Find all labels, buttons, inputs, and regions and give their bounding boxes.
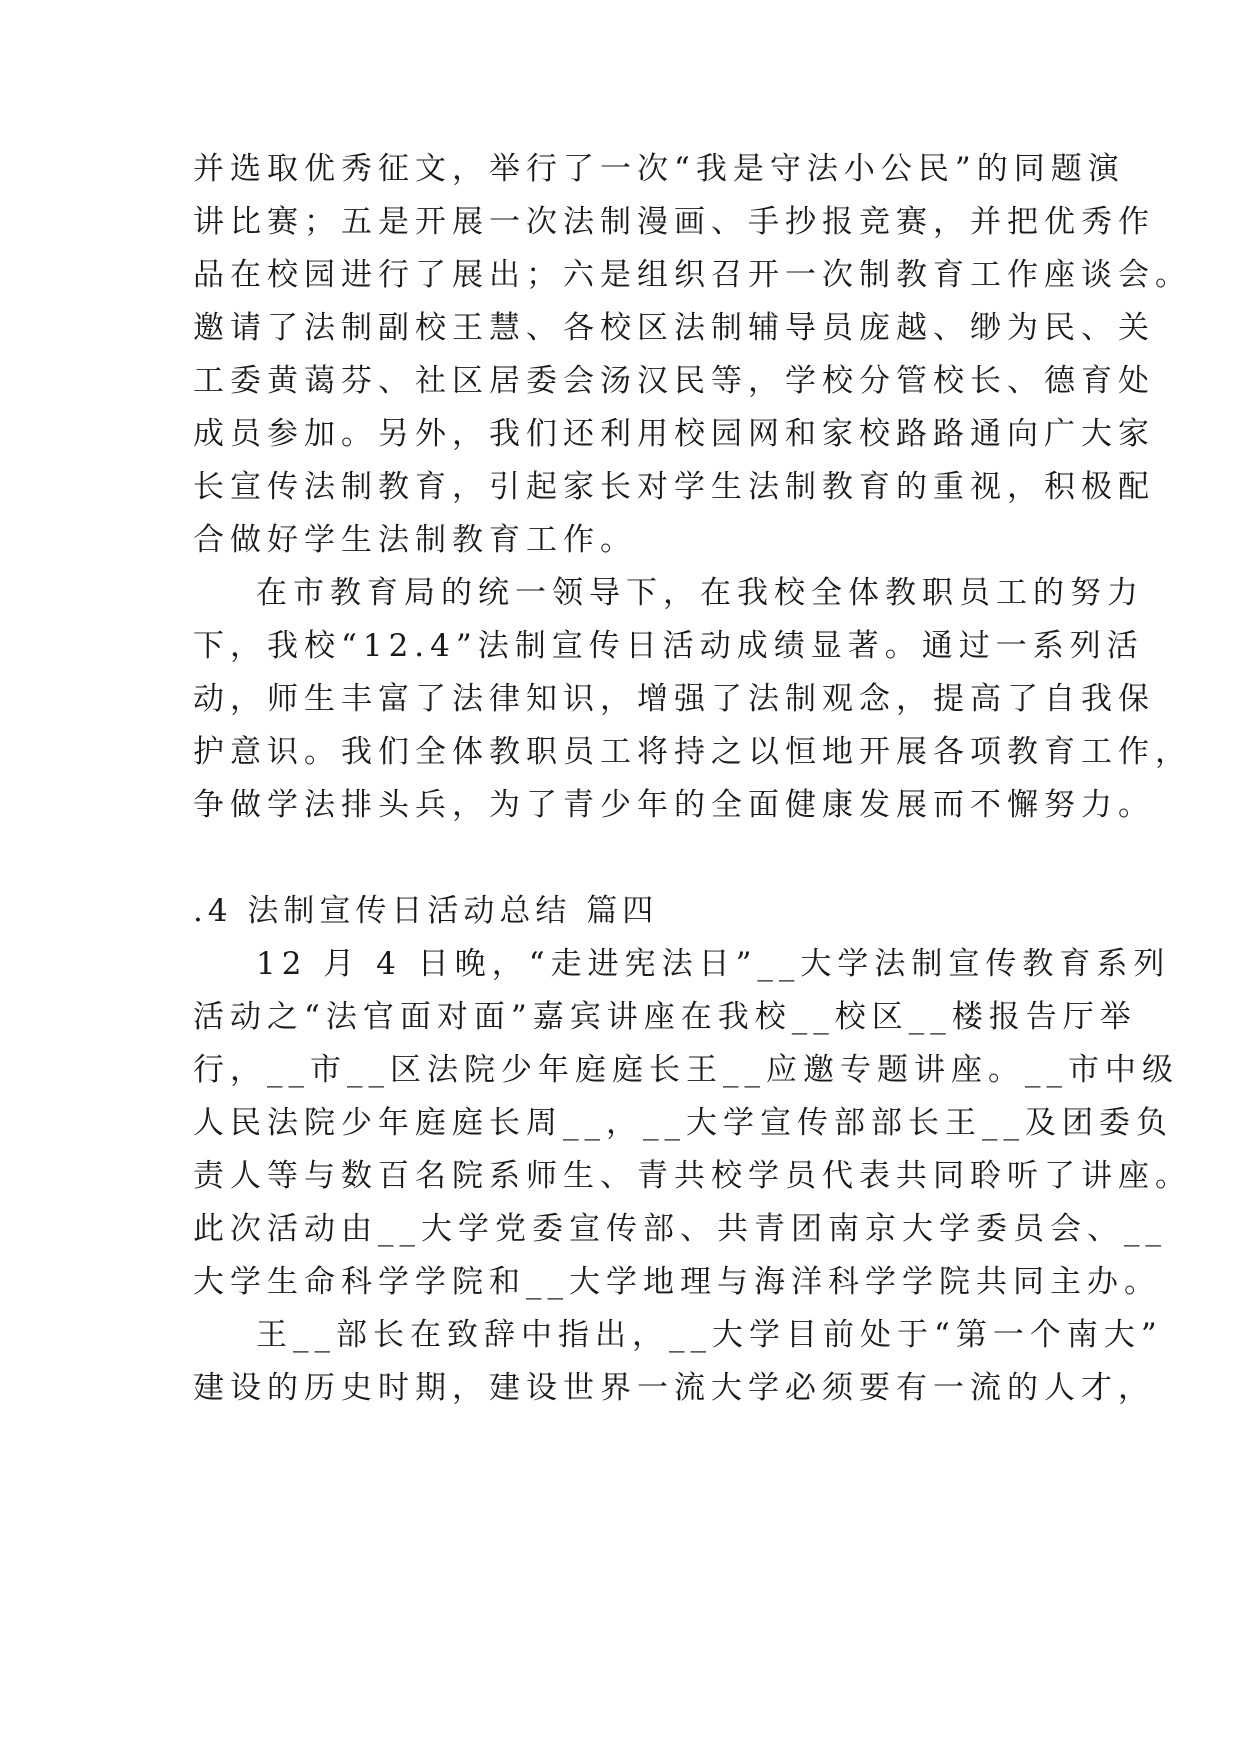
text-line: 合做好学生法制教育工作。 [193, 522, 637, 558]
text-line: 讲比赛；五是开展一次法制漫画、手抄报竞赛，并把优秀作 [193, 204, 1155, 240]
text-line: 并选取优秀征文，举行了一次“我是守法小公民”的同题演 [193, 151, 1125, 187]
text-line: 活动之“法官面对面”嘉宾讲座在我校__校区__楼报告厅举 [193, 999, 1137, 1035]
text-line: 成员参加。另外，我们还利用校园网和家校路路通向广大家 [193, 416, 1155, 452]
text-line: 王__部长在致辞中指出，__大学目前处于“第一个南大” [256, 1317, 1163, 1353]
text-line: 工委黄蔼芬、社区居委会汤汉民等，学校分管校长、德育处 [193, 363, 1155, 399]
text-line: 此次活动由__大学党委宣传部、共青团南京大学委员会、__ [193, 1211, 1167, 1247]
text-line: 争做学法排头兵，为了青少年的全面健康发展而不懈努力。 [193, 787, 1155, 823]
text-line: 长宣传法制教育，引起家长对学生法制教育的重视，积极配 [193, 469, 1155, 505]
text-line: 邀请了法制副校王慧、各校区法制辅导员庞越、缈为民、关 [193, 310, 1155, 346]
text-line: 12 月 4 日晚，“走进宪法日”__大学法制宣传教育系列 [256, 946, 1171, 982]
text-line: 动，师生丰富了法律知识，增强了法制观念，提高了自我保 [193, 681, 1155, 717]
text-line: 护意识。我们全体教职员工将持之以恒地开展各项教育工作， [193, 734, 1192, 770]
text-line: 行，__市__区法院少年庭庭长王__应邀专题讲座。__市中级 [193, 1052, 1179, 1088]
text-line: 责人等与数百名院系师生、青共校学员代表共同聆听了讲座。 [193, 1158, 1192, 1194]
text-line: 品在校园进行了展出；六是组织召开一次制教育工作座谈会。 [193, 257, 1192, 293]
text-line: 下，我校“12.4”法制宣传日活动成绩显著。通过一系列活 [193, 628, 1144, 664]
text-line: 人民法院少年庭庭长周__，__大学宣传部部长王__及团委负 [193, 1105, 1173, 1141]
text-line: 建设的历史时期，建设世界一流大学必须要有一流的人才， [193, 1370, 1155, 1406]
section-title: .4 法制宣传日活动总结 篇四 [193, 893, 659, 929]
text-line: 大学生命科学学院和__大学地理与海洋科学学院共同主办。 [193, 1264, 1161, 1300]
text-line: 在市教育局的统一领导下，在我校全体教职员工的努力 [256, 575, 1144, 611]
